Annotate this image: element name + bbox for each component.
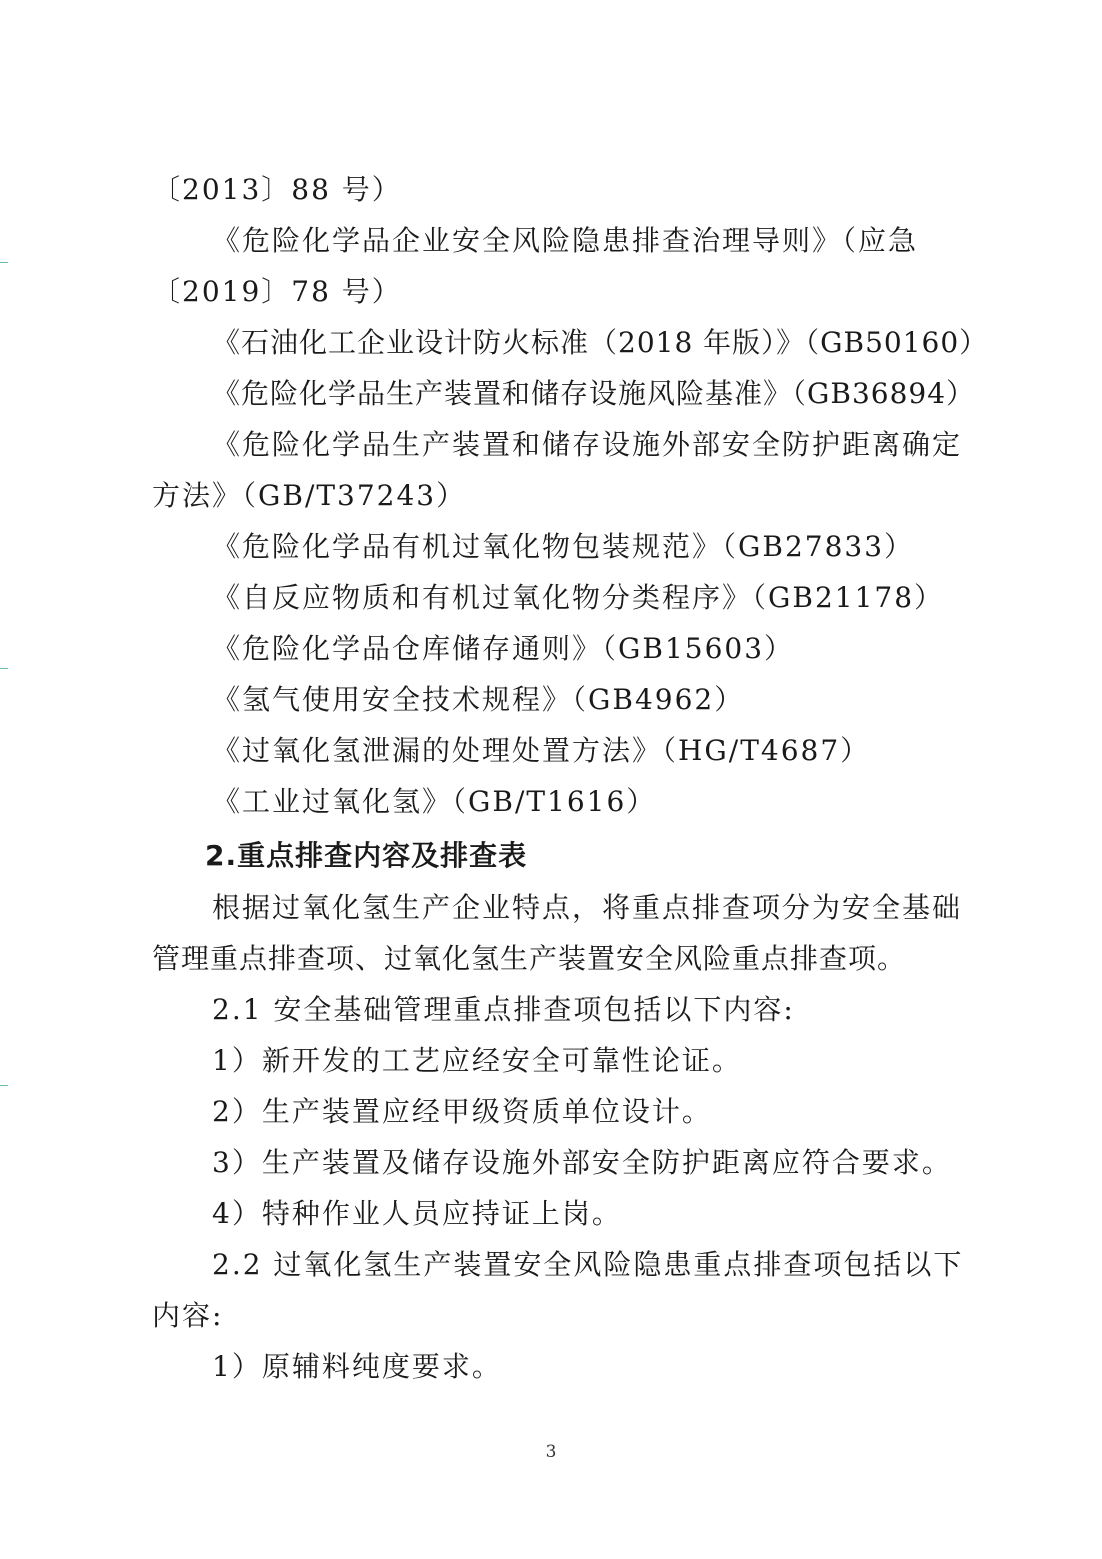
section-heading: 2.重点排查内容及排查表: [205, 839, 528, 872]
list-item: 2）生产装置应经甲级资质单位设计。: [212, 1095, 712, 1128]
subsection-line: 2.2 过氧化氢生产装置安全风险隐患重点排查项包括以下: [212, 1248, 964, 1281]
scan-margin-mark: [0, 668, 8, 669]
reference-continuation-2: 〔2019〕78 号）: [152, 275, 402, 308]
reference-continuation-1: 〔2013〕88 号）: [152, 173, 402, 206]
reference-item: 《氢气使用安全技术规程》（GB4962）: [212, 683, 745, 716]
reference-item: 《危险化学品有机过氧化物包装规范》（GB27833）: [212, 530, 915, 563]
reference-item: 《工业过氧化氢》（GB/T1616）: [212, 785, 657, 818]
list-item: 1）原辅料纯度要求。: [212, 1350, 502, 1383]
paragraph-line: 管理重点排查项、过氧化氢生产装置安全风险重点排查项。: [152, 942, 907, 975]
paragraph-line: 内容:: [152, 1299, 224, 1332]
subsection-line: 2.1 安全基础管理重点排查项包括以下内容:: [212, 993, 795, 1026]
page-number: 3: [545, 1442, 557, 1462]
list-item: 4）特种作业人员应持证上岗。: [212, 1197, 622, 1230]
reference-item: 《过氧化氢泄漏的处理处置方法》（HG/T4687）: [212, 734, 871, 767]
reference-item: 《危险化学品生产装置和储存设施外部安全防护距离确定: [212, 428, 963, 461]
reference-item: 《危险化学品企业安全风险隐患排查治理导则》（应急: [212, 224, 919, 257]
scan-margin-mark: [0, 262, 8, 263]
list-item: 3）生产装置及储存设施外部安全防护距离应符合要求。: [212, 1146, 952, 1179]
paragraph-line: 根据过氧化氢生产企业特点，将重点排查项分为安全基础: [212, 891, 963, 924]
reference-item: 《自反应物质和有机过氧化物分类程序》（GB21178）: [212, 581, 945, 614]
reference-item: 《危险化学品仓库储存通则》（GB15603）: [212, 632, 795, 665]
reference-item: 《危险化学品生产装置和储存设施风险基准》（GB36894）: [212, 377, 976, 410]
reference-item: 《石油化工企业设计防火标准（2018 年版）》（GB50160）: [212, 326, 989, 359]
reference-continuation-3: 方法》（GB/T37243）: [152, 479, 467, 512]
scan-margin-mark: [0, 1085, 8, 1086]
list-item: 1）新开发的工艺应经安全可靠性论证。: [212, 1044, 742, 1077]
